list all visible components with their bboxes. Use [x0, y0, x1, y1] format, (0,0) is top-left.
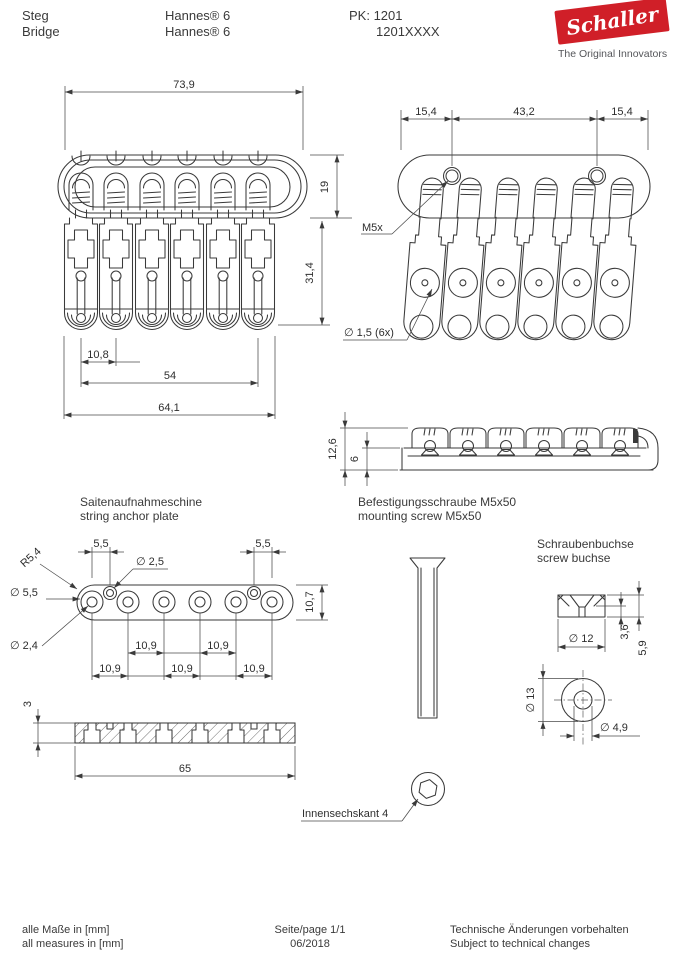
mounting-screw-drawing — [301, 558, 445, 821]
footer-units — [22, 924, 123, 951]
footer-page-number: Seite/page 1/1 — [274, 924, 346, 936]
dim-plate-length: 65 — [178, 763, 192, 775]
dim-pitch-4-5: 10,9 — [207, 640, 229, 652]
dim-hole-spacing: 43,2 — [513, 106, 535, 118]
footer-page — [230, 924, 390, 951]
dim-overall-width: 64,1 — [158, 402, 180, 414]
dim-top-height: 19 — [319, 180, 331, 194]
product-label-de: Steg — [22, 8, 49, 23]
dim-base-height: 6 — [349, 455, 361, 463]
dim-hole-edge-left: 15,4 — [415, 106, 437, 118]
dim-bushing-d49: ∅ 4,9 — [600, 722, 628, 734]
footer-units-de: alle Maße in [mm] — [22, 924, 110, 936]
side-view-drawing — [327, 412, 658, 486]
anchor-plate-label-en: string anchor plate — [80, 509, 179, 523]
anchor-plate-label — [80, 495, 202, 523]
dim-string-span: 54 — [163, 370, 177, 382]
model-de: Hannes® 6 — [165, 8, 231, 23]
dim-total-height: 12,6 — [327, 438, 339, 460]
footer-notice — [450, 924, 629, 951]
thread-callout: M5x — [362, 222, 383, 234]
dim-pitch-5-6: 10,9 — [243, 663, 265, 675]
dim-top-width: 73,9 — [173, 79, 195, 91]
dim-small-hole: ∅ 2,5 — [136, 556, 164, 568]
bushing-label — [537, 537, 634, 565]
logo-wordmark: Schaller — [564, 1, 660, 41]
dim-bushing-h59: 5,9 — [637, 640, 649, 656]
dim-hole-edge-right: 15,4 — [611, 106, 633, 118]
dim-bushing-d13: ∅ 13 — [525, 687, 537, 713]
dim-arm-length: 31,4 — [304, 262, 316, 284]
logo-tagline: The Original Innovators — [558, 48, 668, 60]
footer-units-en: all measures in [mm] — [22, 937, 124, 950]
mounting-screw-label-de: Befestigungsschraube M5x50 — [358, 495, 517, 509]
dim-corner-radius: R5,4 — [18, 545, 44, 571]
dim-hole-outer: ∅ 5,5 — [10, 587, 38, 599]
bushing-drawing — [525, 581, 649, 746]
footer-notice-de: Technische Änderungen vorbehalten — [450, 924, 629, 936]
footer-notice-en: Subject to technical changes — [450, 937, 591, 950]
top-view-drawing — [58, 79, 352, 419]
mounting-screw-label — [358, 495, 516, 523]
dim-plate-thickness: 3 — [22, 700, 34, 708]
dim-bushing-d12: ∅ 12 — [568, 633, 594, 645]
dim-edge-right: 5,5 — [255, 538, 271, 550]
dim-string-pitch: 10,8 — [87, 349, 109, 361]
model-en: Hannes® 6 — [165, 24, 231, 39]
bushing-label-de: Schraubenbuchse — [537, 537, 634, 551]
hole-callout: ∅ 1,5 (6x) — [344, 327, 394, 339]
dim-pitch-3-4: 10,9 — [171, 663, 193, 675]
dim-pitch-1-2: 10,9 — [99, 663, 121, 675]
dim-bushing-h36: 3,6 — [619, 624, 631, 640]
anchor-plate-drawing — [10, 538, 328, 780]
pk-number: PK: 1201 — [349, 8, 403, 23]
bushing-label-en: screw buchse — [537, 551, 611, 565]
footer-date: 06/2018 — [290, 937, 330, 950]
dim-plate-height: 10,7 — [304, 591, 316, 613]
pk-code: 1201XXXX — [376, 24, 440, 39]
bottom-view-drawing — [343, 106, 650, 341]
mounting-screw-label-en: mounting screw M5x50 — [358, 509, 482, 523]
dim-edge-left: 5,5 — [93, 538, 109, 550]
dim-pitch-2-3: 10,9 — [135, 640, 157, 652]
dim-hole-inner: ∅ 2,4 — [10, 640, 38, 652]
hex-socket-callout: Innensechskant 4 — [302, 808, 389, 820]
anchor-plate-label-de: Saitenaufnahmeschine — [80, 495, 203, 509]
product-label-en: Bridge — [22, 24, 60, 39]
